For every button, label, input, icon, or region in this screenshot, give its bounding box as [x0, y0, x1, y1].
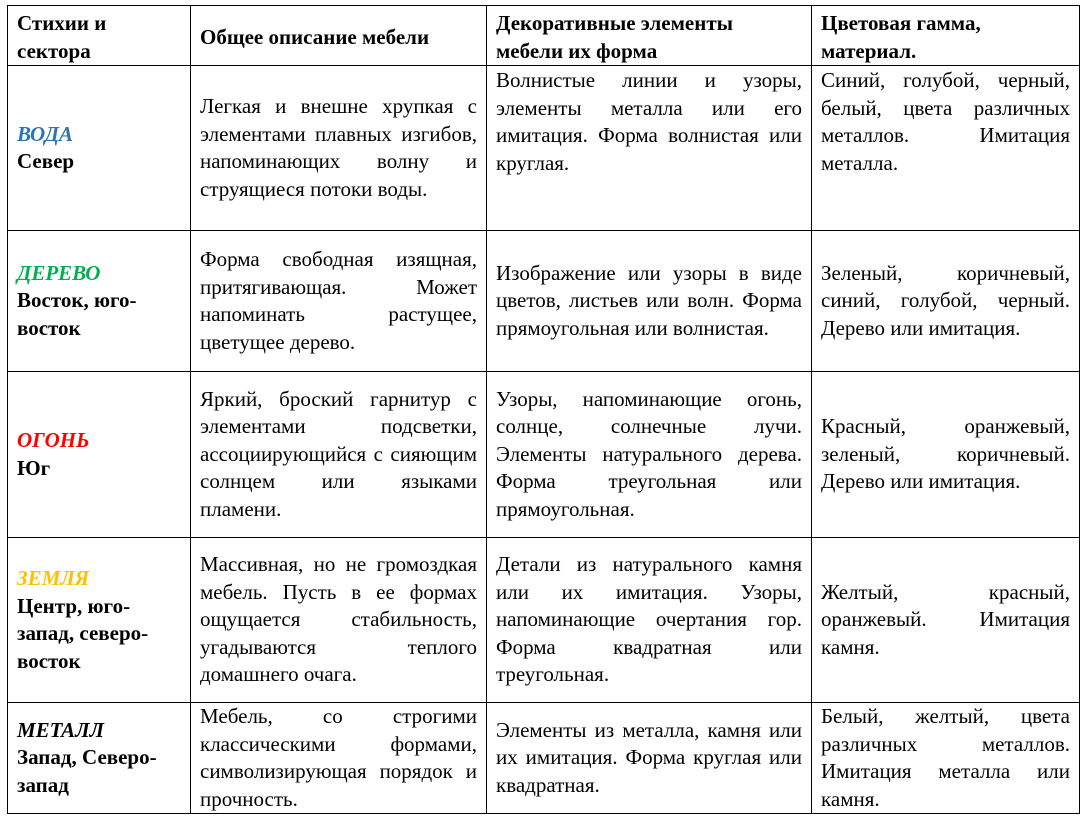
- cell-colors: Зеленый, коричневый, синий, голубой, черный. Дерево или имитация.: [812, 231, 1080, 372]
- cell-description: Мебель, со строгими классическими формами, символизирующая порядок и прочность.: [191, 703, 487, 814]
- sector-name: Восток, юго-восток: [17, 288, 137, 340]
- feng-shui-furniture-table: [7, 5, 1080, 814]
- header-color-material: Цветовая гамма, материал.: [812, 6, 1080, 66]
- cell-description: Легкая и внешне хрупкая с элементами плавных изгибов, напоминающих волну и струящиеся потоки воды.: [191, 66, 487, 231]
- table-row-metal: [8, 703, 1080, 814]
- table-header-row: [8, 6, 1080, 66]
- cell-colors: Синий, голубой, черный, белый, цвета различных металлов. Имитация металла.: [812, 66, 1080, 231]
- element-name-wood: ДЕРЕВО: [17, 260, 101, 285]
- element-name-earth: ЗЕМЛЯ: [17, 566, 90, 590]
- table-row-earth: [8, 538, 1080, 703]
- cell-description: Форма свободная изящная, притягивающая. Может напоминать растущее, цветущее дерево.: [191, 231, 487, 372]
- cell-element-sector: [8, 231, 191, 372]
- cell-description: Массивная, но не громоздкая мебель. Пусть в ее формах ощущается стабильность, угадываются теплого домашнего очага.: [191, 538, 487, 703]
- cell-decor: Детали из натурального камня или их имитация. Узоры, напоминающие очертания гор. Форма квадратная или треугольная.: [487, 538, 812, 703]
- header-elements-sectors: Стихии и сектора: [8, 6, 191, 66]
- table-row-wood: [8, 231, 1080, 372]
- cell-description: Яркий, броский гарнитур с элементами подсветки, ассоциирующийся с сияющим солнцем или языками пламени.: [191, 372, 487, 538]
- header-furniture-description: Общее описание мебели: [191, 6, 487, 66]
- cell-decor: Элементы из металла, камня или их имитация. Форма круглая или квадратная.: [487, 703, 812, 814]
- table-row-fire: [8, 372, 1080, 538]
- sector-name: Запад, Северо-запад: [17, 745, 157, 797]
- cell-decor: Волнистые линии и узоры, элементы металла или его имитация. Форма волнистая или круглая.: [487, 66, 812, 231]
- cell-colors: Желтый, красный, оранжевый. Имитация камня.: [812, 538, 1080, 703]
- element-name-water: ВОДА: [17, 121, 74, 146]
- element-name-metal: МЕТАЛЛ: [17, 717, 105, 742]
- element-name-fire: ОГОНЬ: [17, 428, 90, 452]
- header-decor-form: Декоративные элементы мебели их форма: [487, 6, 812, 66]
- sector-name: Центр, юго-запад, северо-восток: [17, 593, 149, 673]
- cell-element-sector: [8, 66, 191, 231]
- table-row-water: [8, 66, 1080, 231]
- cell-colors: Белый, желтый, цвета различных металлов. Имитация металла или камня.: [812, 703, 1080, 814]
- cell-decor: Изображение или узоры в виде цветов, листьев или волн. Форма прямоугольная или волнистая.: [487, 231, 812, 372]
- sector-name: Север: [17, 149, 75, 173]
- cell-element-sector: [8, 703, 191, 814]
- cell-element-sector: [8, 372, 191, 538]
- cell-colors: Красный, оранжевый, зеленый, коричневый. Дерево или имитация.: [812, 372, 1080, 538]
- cell-element-sector: [8, 538, 191, 703]
- cell-decor: Узоры, напоминающие огонь, солнце, солнечные лучи. Элементы натурального дерева. Форма треугольная или прямоугольная.: [487, 372, 812, 538]
- sector-name: Юг: [17, 455, 51, 480]
